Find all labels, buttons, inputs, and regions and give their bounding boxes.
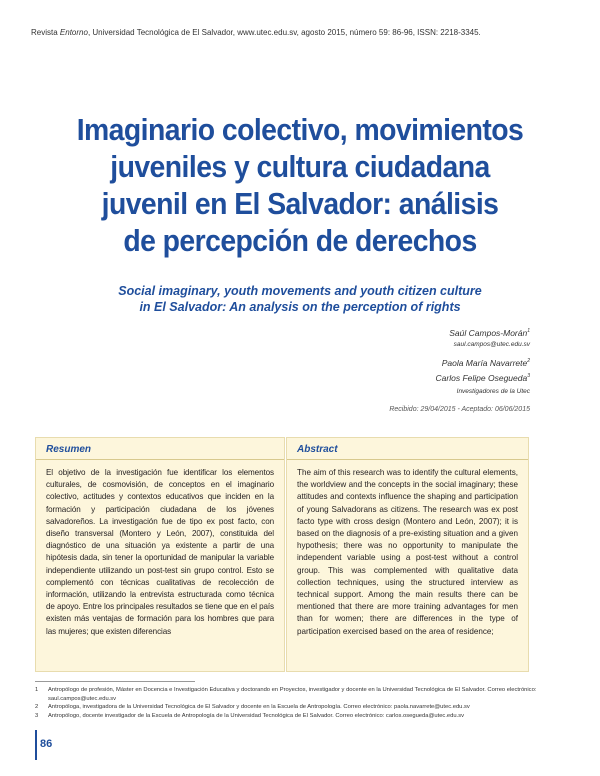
resumen-body: El objetivo de la investigación fue identificar los elementos culturales, de cosmovisión, de conceptos en el imaginario colectivo, actitudes y contextos educativos que inciden en la formación y participación ciudadana de los jóvenes salvadoreños. La investigación fue de tipo ex post facto, con diseño transversal (Montero y León, 2007), constituida del diagnóstico de una situación ya existente a partir de una hipótesis dada, sin tener la oportunidad de manipular la variable independiente utilizando un post-test sin grupo control. Esto se complementó con técnicas cualitativas de recolección de información, utilizando la entrevista estructurada como técnica de apoyo. Entre los principales resultados se tiene que en el país existen más ventajas de formación para los hombres que para las mujeres; que existen diferencias [46, 468, 274, 636]
page-number: 86 [40, 738, 53, 750]
author-3: Carlos Felipe Osegueda$^3$ [435, 372, 530, 383]
page-number-rule [35, 730, 37, 760]
received-accepted-dates: Recibido: 29/04/2015 - Aceptado: 06/06/2015 [389, 406, 530, 413]
resumen-box [35, 437, 285, 672]
footnote: 2 Antropóloga, investigadora de la Universidad Tecnológica de El Salvador y docente en la Escuela de Antropología. Correo electrónico: paola.navarrete@utec.edu.sv [35, 704, 470, 710]
footnotes [35, 686, 575, 720]
author-affiliation: Investigadores de la Utec [456, 388, 530, 396]
title-line: Imaginario colectivo, movimientos [76, 113, 524, 147]
footnote-divider [35, 681, 195, 682]
article-subtitle [60, 283, 540, 315]
resumen-heading: Resumen [36, 438, 284, 460]
subtitle-line: in El Salvador: An analysis on the perception of rights [139, 300, 461, 314]
footnote: 3 Antropólogo, docente investigador de la Escuela de Antropología de la Universidad Tecnológica de El Salvador. Correo electrónico: carlos.osegueda@utec.edu.sv [35, 712, 465, 719]
footnote: 1 Antropólogo de profesión, Máster en Docencia e Investigación Educativa y doctorando en Proyectos, investigador y docente en la Universidad Tecnológica de El Salvador. Correo electrónico: saul.campos@utec.edu.sv [35, 687, 537, 702]
author-2: Paola María Navarrete$^2$ [441, 357, 530, 368]
subtitle-line: Social imaginary, youth movements and youth citizen culture [118, 284, 482, 298]
running-head-rest: , Universidad Tecnológica de El Salvador, www.utec.edu.sv, agosto 2015, número 59: 86-96, ISSN: 2218-3345. [87, 28, 481, 37]
abstract-body: The aim of this research was to identify the cultural elements, the worldview and the concepts in the social imaginary; these attitudes and contexts influence the shaping and participation of young Salvadorans as citizens. The research was ex post facto type with cross design (Montero and León, 2007); it is based on the diagnosis of a pre-existing situation and a given hypothesis; there was no opportunity to manipulate the independent variable using a post-test without a control group. This was complemented with qualitative data collection techniques, using the structured interview as technical support. Among the main results there can be mentioned that there are more training advantages for men than for women; there are differences in the type of participation exercised based on the area of residence; [297, 468, 518, 636]
title-line: juvenil en El Salvador: análisis [101, 187, 499, 221]
author-1: Saúl Campos-Morán$^1$ [449, 327, 530, 338]
article-title [58, 112, 542, 260]
author-block [270, 326, 530, 397]
running-head-prefix: Revista [31, 28, 60, 37]
abstract-box [286, 437, 529, 672]
journal-name: Entorno [59, 28, 88, 37]
abstract-heading: Abstract [287, 438, 528, 460]
title-line: de percepción de derechos [123, 224, 477, 258]
author-1-email[interactable]: saul.campos@utec.edu.sv [453, 340, 530, 348]
title-line: juveniles y cultura ciudadana [110, 150, 490, 184]
running-head [31, 28, 571, 37]
